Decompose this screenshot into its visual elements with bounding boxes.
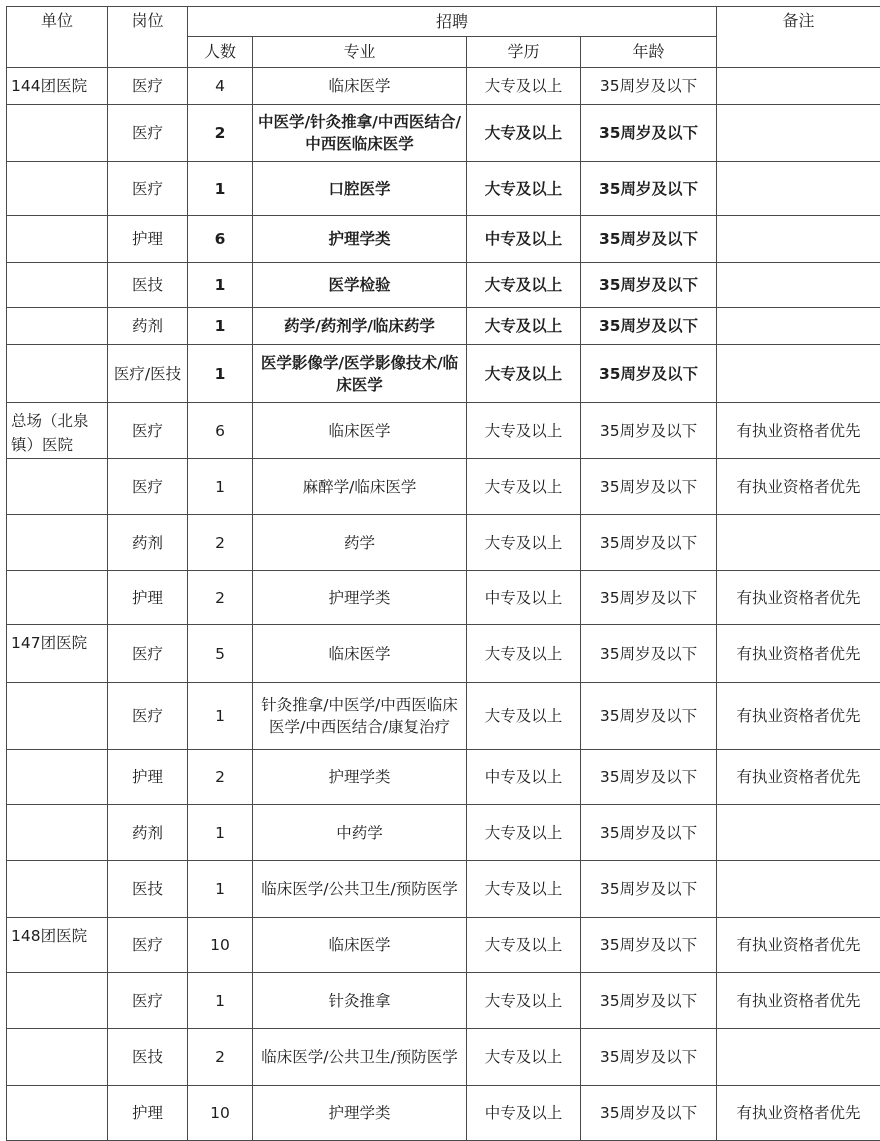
header-edu: 学历 [467,37,581,68]
cell-post: 医疗 [108,683,188,750]
table-row [7,345,880,403]
cell-major: 临床医学/公共卫生/预防医学 [253,1029,467,1086]
table-row [7,403,880,459]
cell-note [717,263,880,308]
cell-post: 医疗/医技 [108,345,188,403]
table-row [7,683,880,750]
cell-edu: 大专及以上 [467,515,581,571]
header-major: 专业 [253,37,467,68]
cell-major: 中医学/针灸推拿/中西医结合/中西医临床医学 [253,105,467,162]
cell-unit [7,515,108,571]
cell-unit [7,459,108,515]
cell-major: 口腔医学 [253,162,467,216]
cell-post: 护理 [108,750,188,805]
cell-note [717,1029,880,1086]
cell-post: 护理 [108,1086,188,1141]
cell-major: 临床医学/公共卫生/预防医学 [253,861,467,918]
cell-age: 35周岁及以下 [581,68,717,105]
cell-edu: 大专及以上 [467,973,581,1029]
cell-age: 35周岁及以下 [581,805,717,861]
cell-unit [7,1029,108,1086]
cell-age: 35周岁及以下 [581,861,717,918]
cell-major: 针灸推拿/中医学/中西医临床医学/中西医结合/康复治疗 [253,683,467,750]
cell-count: 6 [188,403,253,459]
table-row [7,861,880,918]
cell-unit [7,105,108,162]
cell-post: 医技 [108,1029,188,1086]
cell-unit [7,973,108,1029]
cell-unit: 147团医院 [7,625,108,683]
cell-age: 35周岁及以下 [581,918,717,973]
cell-major: 护理学类 [253,571,467,625]
cell-major: 针灸推拿 [253,973,467,1029]
cell-count: 2 [188,515,253,571]
header-note: 备注 [717,7,880,68]
header-age: 年龄 [581,37,717,68]
cell-age: 35周岁及以下 [581,625,717,683]
cell-unit [7,1086,108,1141]
cell-edu: 大专及以上 [467,68,581,105]
cell-count: 1 [188,683,253,750]
cell-post: 医技 [108,861,188,918]
cell-age: 35周岁及以下 [581,162,717,216]
cell-note [717,861,880,918]
cell-edu: 大专及以上 [467,345,581,403]
table-row [7,625,880,683]
cell-post: 护理 [108,571,188,625]
recruitment-table [6,6,880,1141]
cell-major: 护理学类 [253,216,467,263]
cell-unit [7,345,108,403]
cell-note: 有执业资格者优先 [717,918,880,973]
cell-age: 35周岁及以下 [581,105,717,162]
cell-major: 麻醉学/临床医学 [253,459,467,515]
cell-major: 药学 [253,515,467,571]
cell-note [717,68,880,105]
table-row [7,1086,880,1141]
table-body [7,68,880,1141]
cell-post: 医技 [108,263,188,308]
cell-note: 有执业资格者优先 [717,459,880,515]
cell-note [717,345,880,403]
cell-major: 护理学类 [253,750,467,805]
cell-count: 2 [188,1029,253,1086]
cell-post: 医疗 [108,973,188,1029]
cell-note: 有执业资格者优先 [717,973,880,1029]
cell-count: 1 [188,263,253,308]
table-row [7,459,880,515]
cell-note [717,216,880,263]
table-row [7,68,880,105]
cell-count: 2 [188,750,253,805]
cell-unit [7,162,108,216]
cell-age: 35周岁及以下 [581,216,717,263]
header-row-1 [7,7,880,37]
cell-note [717,805,880,861]
cell-post: 医疗 [108,68,188,105]
cell-note: 有执业资格者优先 [717,625,880,683]
table-row [7,1029,880,1086]
cell-post: 医疗 [108,625,188,683]
cell-age: 35周岁及以下 [581,403,717,459]
cell-age: 35周岁及以下 [581,1029,717,1086]
cell-post: 护理 [108,216,188,263]
cell-age: 35周岁及以下 [581,345,717,403]
cell-unit [7,805,108,861]
cell-edu: 大专及以上 [467,683,581,750]
cell-major: 医学影像学/医学影像技术/临床医学 [253,345,467,403]
cell-post: 药剂 [108,515,188,571]
cell-note [717,515,880,571]
cell-note [717,105,880,162]
cell-count: 1 [188,345,253,403]
cell-edu: 大专及以上 [467,105,581,162]
cell-post: 医疗 [108,162,188,216]
table-row [7,308,880,345]
cell-major: 临床医学 [253,68,467,105]
header-unit: 单位 [7,7,108,68]
cell-age: 35周岁及以下 [581,683,717,750]
cell-edu: 大专及以上 [467,861,581,918]
cell-unit: 144团医院 [7,68,108,105]
cell-major: 药学/药剂学/临床药学 [253,308,467,345]
cell-count: 4 [188,68,253,105]
cell-post: 医疗 [108,459,188,515]
cell-post: 医疗 [108,105,188,162]
cell-age: 35周岁及以下 [581,515,717,571]
cell-edu: 大专及以上 [467,805,581,861]
cell-unit [7,861,108,918]
table-row [7,973,880,1029]
cell-note [717,162,880,216]
cell-count: 1 [188,861,253,918]
table-row [7,571,880,625]
cell-note: 有执业资格者优先 [717,683,880,750]
cell-edu: 大专及以上 [467,625,581,683]
cell-age: 35周岁及以下 [581,1086,717,1141]
header-count: 人数 [188,37,253,68]
cell-major: 中药学 [253,805,467,861]
cell-edu: 大专及以上 [467,1029,581,1086]
cell-count: 2 [188,571,253,625]
cell-unit: 148团医院 [7,918,108,973]
cell-note: 有执业资格者优先 [717,403,880,459]
cell-unit: 总场（北泉镇）医院 [7,403,108,459]
cell-count: 1 [188,162,253,216]
table-row [7,216,880,263]
cell-age: 35周岁及以下 [581,973,717,1029]
table-row [7,805,880,861]
cell-post: 医疗 [108,918,188,973]
header-recruit: 招聘 [188,7,717,37]
cell-edu: 中专及以上 [467,1086,581,1141]
cell-note [717,308,880,345]
cell-unit [7,571,108,625]
cell-age: 35周岁及以下 [581,308,717,345]
cell-unit [7,216,108,263]
cell-age: 35周岁及以下 [581,750,717,805]
cell-note: 有执业资格者优先 [717,750,880,805]
cell-post: 医疗 [108,403,188,459]
cell-count: 10 [188,1086,253,1141]
cell-edu: 中专及以上 [467,571,581,625]
cell-unit [7,750,108,805]
table-row [7,750,880,805]
table-row [7,515,880,571]
cell-count: 1 [188,805,253,861]
cell-count: 10 [188,918,253,973]
cell-count: 5 [188,625,253,683]
cell-edu: 中专及以上 [467,750,581,805]
cell-edu: 大专及以上 [467,162,581,216]
header-post: 岗位 [108,7,188,68]
cell-edu: 大专及以上 [467,263,581,308]
cell-unit [7,263,108,308]
cell-edu: 大专及以上 [467,403,581,459]
cell-age: 35周岁及以下 [581,263,717,308]
cell-post: 药剂 [108,805,188,861]
cell-edu: 大专及以上 [467,459,581,515]
cell-count: 1 [188,459,253,515]
cell-edu: 大专及以上 [467,308,581,345]
cell-major: 临床医学 [253,403,467,459]
table-row [7,105,880,162]
cell-age: 35周岁及以下 [581,571,717,625]
cell-count: 1 [188,973,253,1029]
table-row [7,263,880,308]
cell-major: 护理学类 [253,1086,467,1141]
cell-edu: 中专及以上 [467,216,581,263]
cell-age: 35周岁及以下 [581,459,717,515]
cell-unit [7,308,108,345]
cell-edu: 大专及以上 [467,918,581,973]
cell-major: 医学检验 [253,263,467,308]
cell-note: 有执业资格者优先 [717,1086,880,1141]
cell-note: 有执业资格者优先 [717,571,880,625]
cell-post: 药剂 [108,308,188,345]
cell-major: 临床医学 [253,625,467,683]
table-row [7,918,880,973]
cell-count: 6 [188,216,253,263]
cell-major: 临床医学 [253,918,467,973]
cell-unit [7,683,108,750]
cell-count: 2 [188,105,253,162]
table-row [7,162,880,216]
cell-count: 1 [188,308,253,345]
